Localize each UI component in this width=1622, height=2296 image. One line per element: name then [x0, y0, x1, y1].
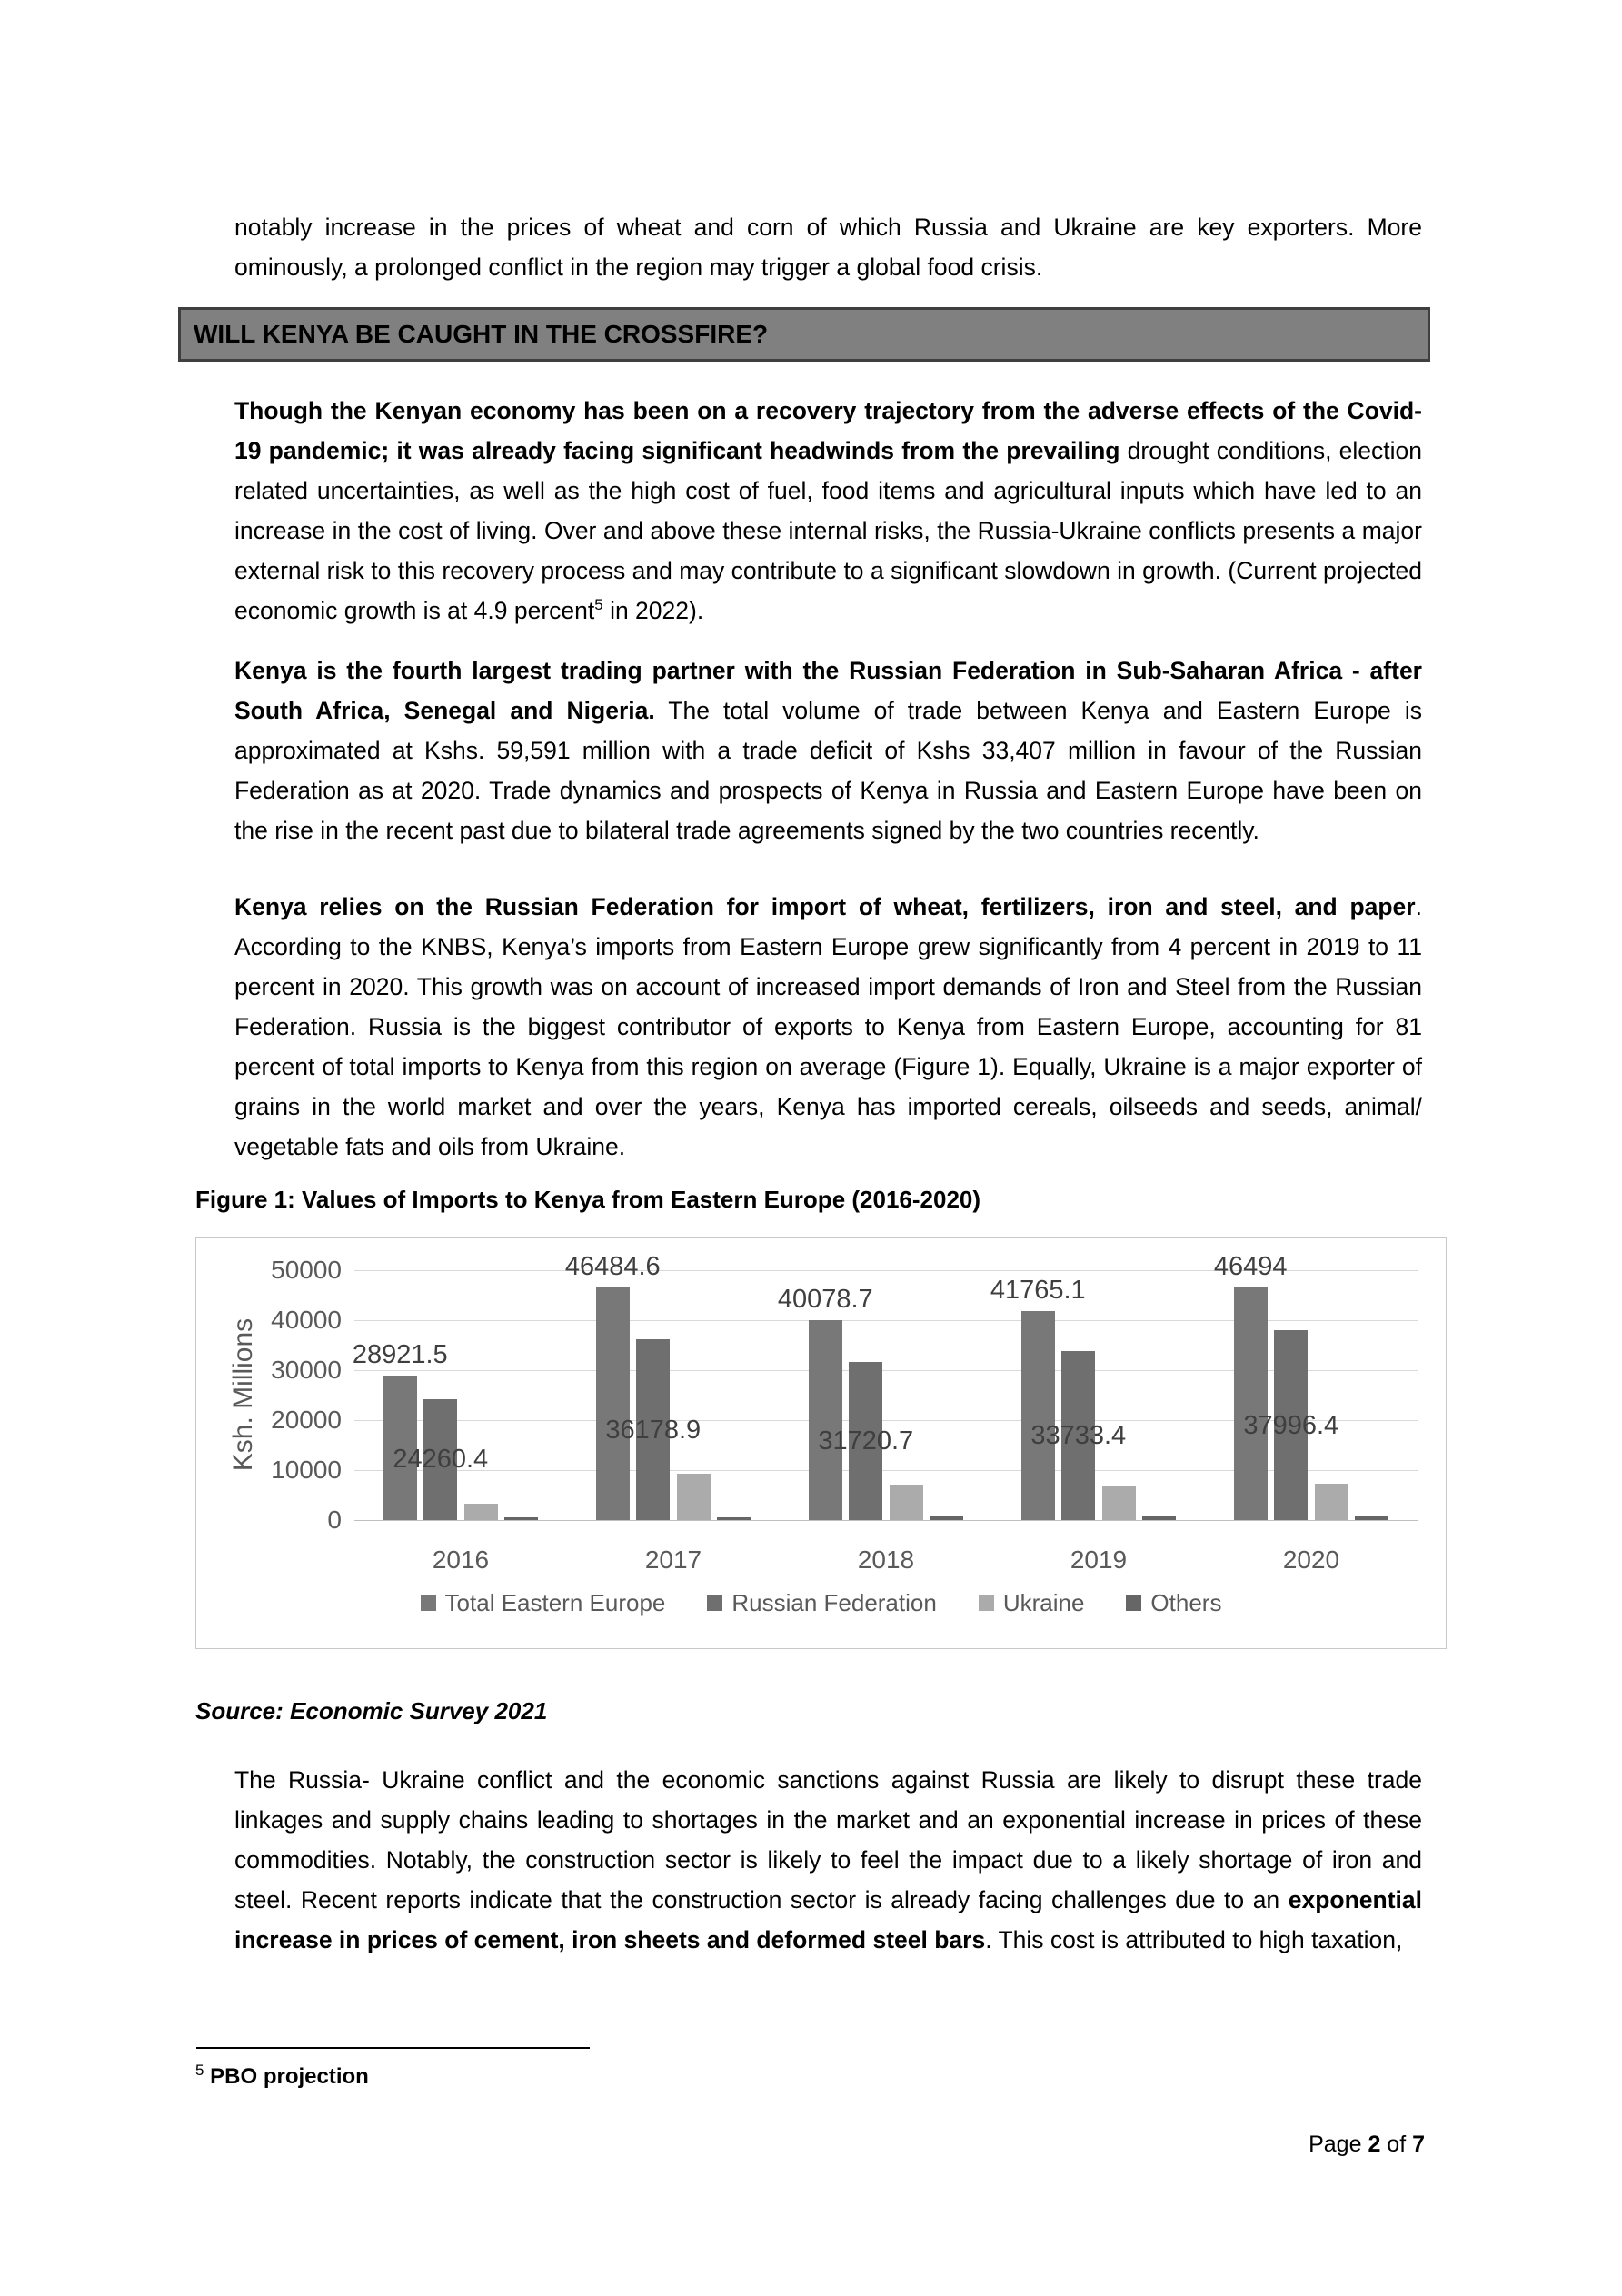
paragraph-3-text: . According to the KNBS, Kenya’s imports from Eastern Europe grew significantly from 4 percent in 2019 to 11 percent in 2020. This growth was on account of increased import demands of Iron and Steel from the Russian Federation. Russia is the biggest contributor of exports to Kenya from Eastern Europe, accounting for 81 percent of total imports to Kenya from this region on average (Figure 1). Equally, Ukraine is a major exporter of grains in the world market and over the years, Kenya has imported cereals, oilseeds and seeds, animal/ vegetable fats and oils from Ukraine.	[234, 893, 1422, 1160]
paragraph-1-bold: Though the Kenyan economy has been on a recovery trajectory from the adverse effects of the Covid-19 pandemic; it was already facing significant headwinds from the prevailing	[234, 397, 1422, 464]
category-label: 2016	[432, 1546, 490, 1574]
of-word: of	[1380, 2132, 1413, 2157]
page-number	[1309, 2130, 1425, 2159]
bar-others	[930, 1516, 963, 1520]
section-header-text: WILL KENYA BE CAUGHT IN THE CROSSFIRE?	[194, 320, 769, 348]
y-tick-label: 50000	[271, 1256, 342, 1284]
y-tick-label: 40000	[271, 1306, 342, 1334]
total-pages-value: 7	[1412, 2132, 1425, 2157]
paragraph-2	[234, 651, 1422, 850]
bar-others	[717, 1517, 751, 1520]
category-label: 2019	[1070, 1546, 1128, 1574]
bar-ukraine	[677, 1474, 711, 1520]
footnote	[195, 2062, 1422, 2092]
bar-others	[504, 1517, 538, 1520]
figure-caption-text: Figure 1: Values of Imports to Kenya from Eastern Europe (2016-2020)	[195, 1186, 981, 1213]
legend-swatch	[707, 1595, 722, 1611]
value-label: 31720.7	[818, 1426, 914, 1456]
section-header	[178, 307, 1430, 362]
page-word: Page	[1309, 2132, 1368, 2157]
legend-label: Russian Federation	[731, 1589, 937, 1616]
figure-chart	[195, 1237, 1447, 1649]
footnote-text: PBO projection	[210, 2064, 369, 2089]
legend-swatch	[1126, 1595, 1141, 1611]
intro-paragraph	[234, 207, 1422, 287]
bar-others	[1355, 1516, 1388, 1520]
footnote-separator	[196, 2047, 590, 2049]
value-label: 41765.1	[990, 1276, 1086, 1306]
bar-ukraine	[1315, 1484, 1348, 1520]
paragraph-3-bold: Kenya relies on the Russian Federation for import of wheat, fertilizers, iron and steel, and paper	[234, 893, 1416, 920]
value-label: 37996.4	[1243, 1410, 1339, 1440]
y-tick-label: 30000	[271, 1356, 342, 1384]
legend-item	[421, 1589, 666, 1616]
legend-label: Ukraine	[1002, 1589, 1085, 1616]
chart-legend	[196, 1589, 1446, 1616]
category-label: 2017	[644, 1546, 702, 1574]
legend-item	[1126, 1589, 1221, 1616]
bar-others	[1142, 1516, 1176, 1521]
paragraph-4-bold: exponential increase in prices of cement, iron sheets and deformed steel bars	[234, 1886, 1422, 1953]
value-label: 24260.4	[393, 1445, 489, 1475]
value-label: 40078.7	[777, 1284, 873, 1314]
source-note-text: Source: Economic Survey 2021	[195, 1697, 548, 1724]
paragraph-2-bold: Kenya is the fourth largest trading partner with the Russian Federation in Sub-Saharan Africa - after South Africa, Senegal and Nigeria.	[234, 657, 1422, 724]
page-number-value: 2	[1368, 2132, 1381, 2157]
figure-caption	[195, 1183, 1422, 1216]
legend-label: Others	[1150, 1589, 1222, 1616]
y-axis-title: Ksh. Millions	[228, 1317, 258, 1472]
paragraph-4-text: The Russia- Ukraine conflict and the economic sanctions against Russia are likely to disrupt these trade linkages and supply chains leading to shortages in the market and an exponential increase in prices of these commodities. Notably, the construction sector is likely to feel the impact due to a likely shortage of iron and steel. Recent reports indicate that the construction sector is already facing challenges due to an	[234, 1766, 1422, 1913]
bar-total-eastern-europe	[1021, 1311, 1055, 1520]
value-label: 46484.6	[564, 1252, 661, 1282]
value-label: 46494	[1213, 1252, 1288, 1282]
bar-total-eastern-europe	[1234, 1287, 1268, 1520]
bar-total-eastern-europe	[596, 1287, 630, 1520]
bar-ukraine	[890, 1485, 923, 1520]
legend-swatch	[421, 1595, 436, 1611]
value-label: 33733.4	[1030, 1421, 1127, 1451]
paragraph-1-text: drought conditions, election related uncertainties, as well as the high cost of fuel, food items and agricultural inputs which have led to an increase in the cost of living. Over and above these internal risks, the Russia-Ukraine conflicts presents a major external risk to this recovery process and may contribute to a significant slowdown in growth. (Current projected economic growth is at 4.9 percent	[234, 437, 1422, 624]
legend-swatch	[979, 1595, 994, 1611]
bar-total-eastern-europe	[809, 1320, 842, 1520]
legend-label: Total Eastern Europe	[444, 1589, 666, 1616]
paragraph-2-text: The total volume of trade between Kenya and Eastern Europe is approximated at Kshs. 59,591 million with a trade deficit of Kshs 33,407 million in favour of the Russian Federation as at 2020. Trade dynamics and prospects of Kenya in Russia and Eastern Europe have been on the rise in the recent past due to bilateral trade agreements signed by the two countries recently.	[234, 697, 1422, 844]
value-label: 36178.9	[605, 1415, 702, 1445]
value-label: 28921.5	[352, 1339, 448, 1369]
legend-item	[979, 1589, 1085, 1616]
paragraph-1-text-end: in 2022).	[602, 597, 704, 624]
category-label: 2020	[1282, 1546, 1340, 1574]
bar-ukraine	[1102, 1486, 1136, 1520]
y-tick-label: 20000	[271, 1406, 342, 1434]
paragraph-3	[234, 887, 1422, 1167]
legend-item	[707, 1589, 936, 1616]
source-note	[195, 1695, 1422, 1727]
paragraph-1	[234, 391, 1422, 631]
paragraph-4	[234, 1760, 1422, 1960]
y-tick-label: 10000	[271, 1456, 342, 1484]
category-label: 2018	[857, 1546, 915, 1574]
paragraph-4-text-end: . This cost is attributed to high taxation,	[985, 1926, 1403, 1953]
footnote-marker: 5	[195, 2062, 204, 2079]
footnote-reference: 5	[594, 596, 603, 614]
intro-text: notably increase in the prices of wheat and corn of which Russia and Ukraine are key exporters. More ominously, a prolonged conflict in the region may trigger a global food crisis.	[234, 214, 1422, 281]
bar-ukraine	[464, 1504, 498, 1520]
y-tick-label: 0	[327, 1506, 342, 1534]
